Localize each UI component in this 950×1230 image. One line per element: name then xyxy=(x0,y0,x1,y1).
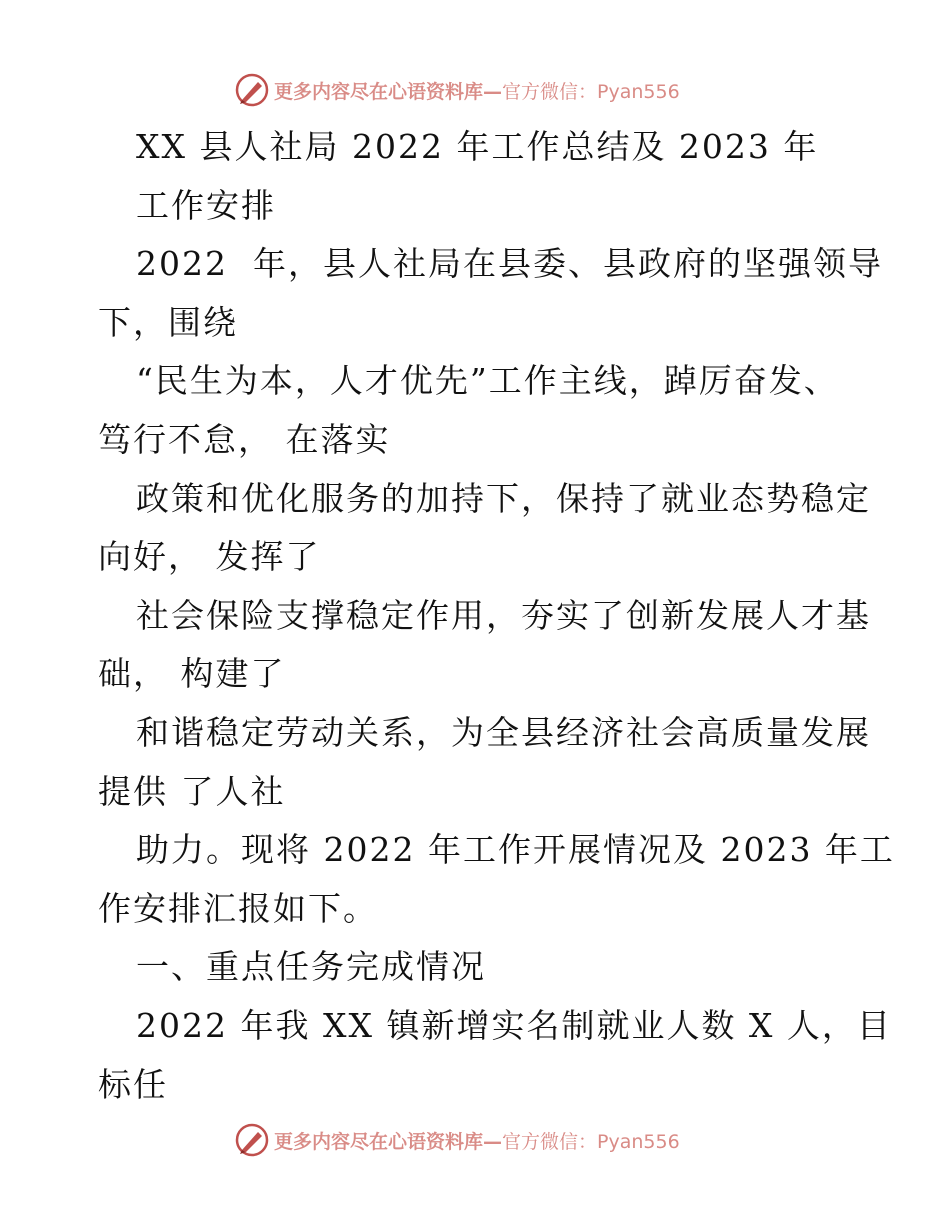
paragraph-line: 笃行不怠， 在落实 xyxy=(98,419,391,459)
paragraph-line: 社会保险支撑稳定作用，夯实了创新发展人才基 xyxy=(136,595,871,635)
pen-logo-icon xyxy=(234,72,270,108)
section-heading: 一、重点任务完成情况 xyxy=(136,947,486,987)
watermark-wechat: 官方微信：Pyan556 xyxy=(502,80,680,103)
paragraph-line: 向好， 发挥了 xyxy=(98,537,321,577)
paragraph-line: 和谐稳定劳动关系，为全县经济社会高质量发展 xyxy=(136,712,871,752)
paragraph-line: 下，围绕 xyxy=(98,302,238,342)
paragraph-line: 标任 xyxy=(98,1064,168,1104)
paragraph-line: 作安排汇报如下。 xyxy=(98,888,378,928)
paragraph-line: 助力。现将 2022 年工作开展情况及 2023 年工 xyxy=(136,830,895,870)
watermark-header xyxy=(234,70,680,110)
watermark-text: 更多内容尽在心语资料库— xyxy=(274,80,503,103)
watermark-wechat: 官方微信：Pyan556 xyxy=(502,1130,680,1153)
paragraph-line: 础， 构建了 xyxy=(98,654,286,694)
title-line-2: 工作安排 xyxy=(136,185,276,225)
document-body xyxy=(98,118,895,1114)
paragraph-line: “民生为本，人才优先”工作主线，踔厉奋发、 xyxy=(136,361,839,401)
title-line-1: XX 县人社局 2022 年工作总结及 2023 年 xyxy=(136,127,819,166)
watermark-text: 更多内容尽在心语资料库— xyxy=(274,1130,503,1153)
paragraph-line: 政策和优化服务的加持下，保持了就业态势稳定 xyxy=(136,478,871,518)
paragraph-line: 2022 年，县人社局在县委、县政府的坚强领导 xyxy=(136,244,883,284)
paragraph-line: 2022 年我 XX 镇新增实名制就业人数 X 人，目 xyxy=(136,1005,892,1045)
pen-logo-icon xyxy=(234,1122,270,1158)
paragraph-line: 提供 了人社 xyxy=(98,771,286,811)
watermark-footer xyxy=(234,1120,680,1160)
